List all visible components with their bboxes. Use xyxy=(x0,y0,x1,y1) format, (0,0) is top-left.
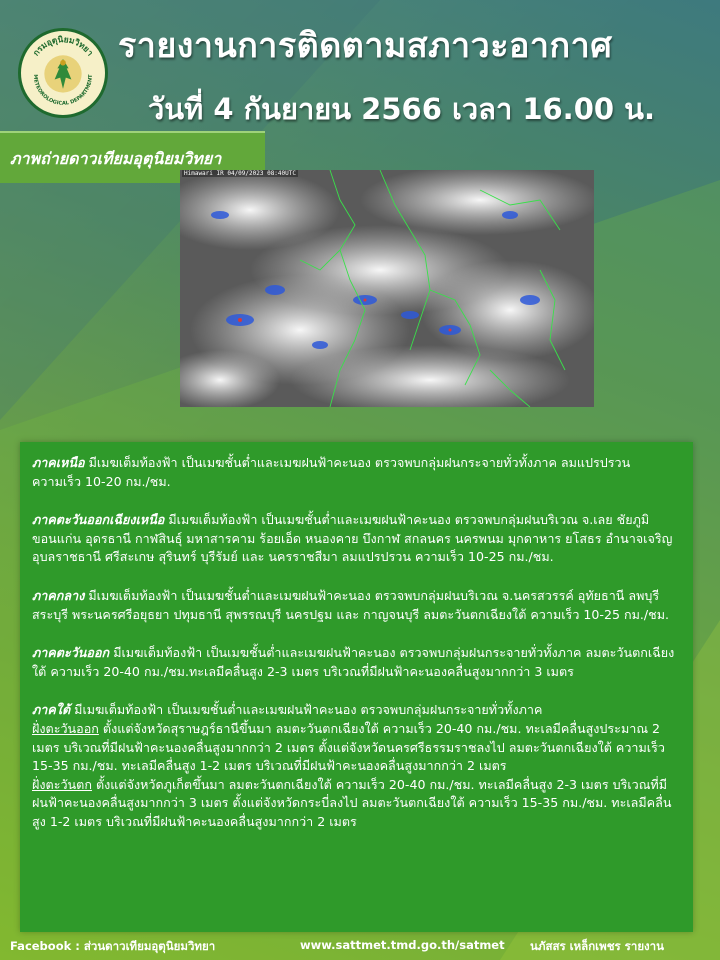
region-name: ภาคตะวันออก xyxy=(32,645,110,661)
west-coast-text: ตั้งแต่จังหวัดภูเก็ตขึ้นมา ลมตะวันตกเฉียงใต้ ความเร็ว 20-40 กม./ชม. ทะเลมีคลื่นสูง 2-3 เมตร บริเวณที่มีฝนฟ้าคะนองคลื่นสูงมากกว่า 3 เมตร ตั้งแต่จังหวัดกระบี่ลงไป ลมตะวันตกเฉียงใต้ ความเร็ว 15-35 กม./ชม. ทะเลมีคลื่นสูง 1-2 เมตร บริเวณที่มีฝนฟ้าคะนองคลื่นสูงมากกว่า 2 เมตร xyxy=(32,776,672,829)
region-name: ภาคกลาง xyxy=(32,587,85,603)
tmd-logo xyxy=(18,28,108,118)
region-text: มีเมฆเต็มท้องฟ้า เป็นเมฆชั้นต่ำและเมฆฝนฟ้าคะนอง ตรวจพบกลุ่มฝนกระจายทั่วทั้งภาค xyxy=(70,702,543,718)
region-text: มีเมฆเต็มท้องฟ้า เป็นเมฆชั้นต่ำและเมฆฝนฟ้าคะนอง ตรวจพบกลุ่มฝนกระจายทั่วทั้งภาค ลมตะวันตกเฉียงใต้ ความเร็ว 20-40 กม./ชม.ทะเลมีคลื่นสูง 2-3 เมตร บริเวณที่มีฝนฟ้าคะนองคลื่นสูงมากกว่า 3 เมตร xyxy=(32,645,675,679)
facebook-credit: Facebook : ส่วนดาวเทียมอุตุนิยมวิทยา xyxy=(10,939,216,953)
reporter-name: นภัสสร เหล็กเพชร รายงาน xyxy=(530,939,664,953)
footer xyxy=(0,934,720,960)
report-date: วันที่ 4 กันยายน 2566 เวลา 16.00 น. xyxy=(148,92,655,126)
weather-report xyxy=(20,442,693,932)
region-name: ภาคเหนือ xyxy=(32,455,85,470)
east-coast-label: ฝั่งตะวันออก xyxy=(32,720,99,736)
svg-text:METEOROLOGICAL DEPARTMENT: METEOROLOGICAL DEPARTMENT xyxy=(31,74,94,107)
region-name: ภาคใต้ xyxy=(32,702,71,718)
report-title: รายงานการติดตามสภาวะอากาศ xyxy=(118,26,613,66)
region-central xyxy=(32,587,681,624)
svg-text:กรมอุตุนิยมวิทยา: กรมอุตุนิยมวิทยา xyxy=(30,34,96,58)
region-text: มีเมฆเต็มท้องฟ้า เป็นเมฆชั้นต่ำและเมฆฝนฟ้าคะนอง ตรวจพบกลุ่มฝนกระจายทั่วทั้งภาค ลมแปรปรวน ความเร็ว 10-20 กม./ชม. xyxy=(32,455,631,489)
region-name: ภาคตะวันออกเฉียงเหนือ xyxy=(32,512,165,528)
satellite-image xyxy=(180,170,594,407)
west-coast-label: ฝั่งตะวันตก xyxy=(32,776,92,792)
region-text: มีเมฆเต็มท้องฟ้า เป็นเมฆชั้นต่ำและเมฆฝนฟ้าคะนอง ตรวจพบกลุ่มฝนบริเวณ จ.นครสวรรค์ อุทัยธานี ลพบุรี สระบุรี พระนครศรีอยุธยา ปทุมธานี สุพรรณบุรี นครปฐม และ กาญจนบุรี ลมตะวันตกเฉียงใต้ ความเร็ว 10-25 กม./ชม. xyxy=(32,587,670,622)
region-south xyxy=(32,701,681,831)
east-coast-text: ตั้งแต่จังหวัดสุราษฎร์ธานีขึ้นมา ลมตะวันตกเฉียงใต้ ความเร็ว 20-40 กม./ชม. ทะเลมีคลื่นสูงประมาณ 2 เมตร บริเวณที่มีฝนฟ้าคะนองคลื่นสูงมากกว่า 2 เมตร ตั้งแต่จังหวัดนครศรีธรรมราชลงไป ลมตะวันตกเฉียงใต้ ความเร็ว 15-35 กม./ชม. ทะเลมีคลื่นสูง 1-2 เมตร บริเวณที่มีฝนฟ้าคะนองคลื่นสูงมากกว่า 2 เมตร xyxy=(32,720,665,774)
region-northeast xyxy=(32,511,681,567)
region-north xyxy=(32,454,681,491)
satellite-caption: Himawari IR 04/09/2023 08:40UTC xyxy=(184,170,296,177)
region-text: มีเมฆเต็มท้องฟ้า เป็นเมฆชั้นต่ำและเมฆฝนฟ้าคะนอง ตรวจพบกลุ่มฝนบริเวณ จ.เลย ชัยภูมิ ขอนแก่น อุดรธานี กาฬสินธุ์ มหาสารคาม ร้อยเอ็ด หนองคาย บึงกาฬ สกลนคร นครพนม มุกดาหาร ยโสธร อำนาจเจริญ อุบลราชธานี ศรีสะเกษ สุรินทร์ บุรีรัมย์ และ นครราชสีมา ลมแปรปรวน ความเร็ว 10-25 กม./ชม. xyxy=(32,512,673,565)
section-label: ภาพถ่ายดาวเทียมอุตุนิยมวิทยา xyxy=(0,131,265,183)
website-link[interactable]: www.sattmet.tmd.go.th/satmet xyxy=(300,938,505,952)
region-east xyxy=(32,644,681,681)
